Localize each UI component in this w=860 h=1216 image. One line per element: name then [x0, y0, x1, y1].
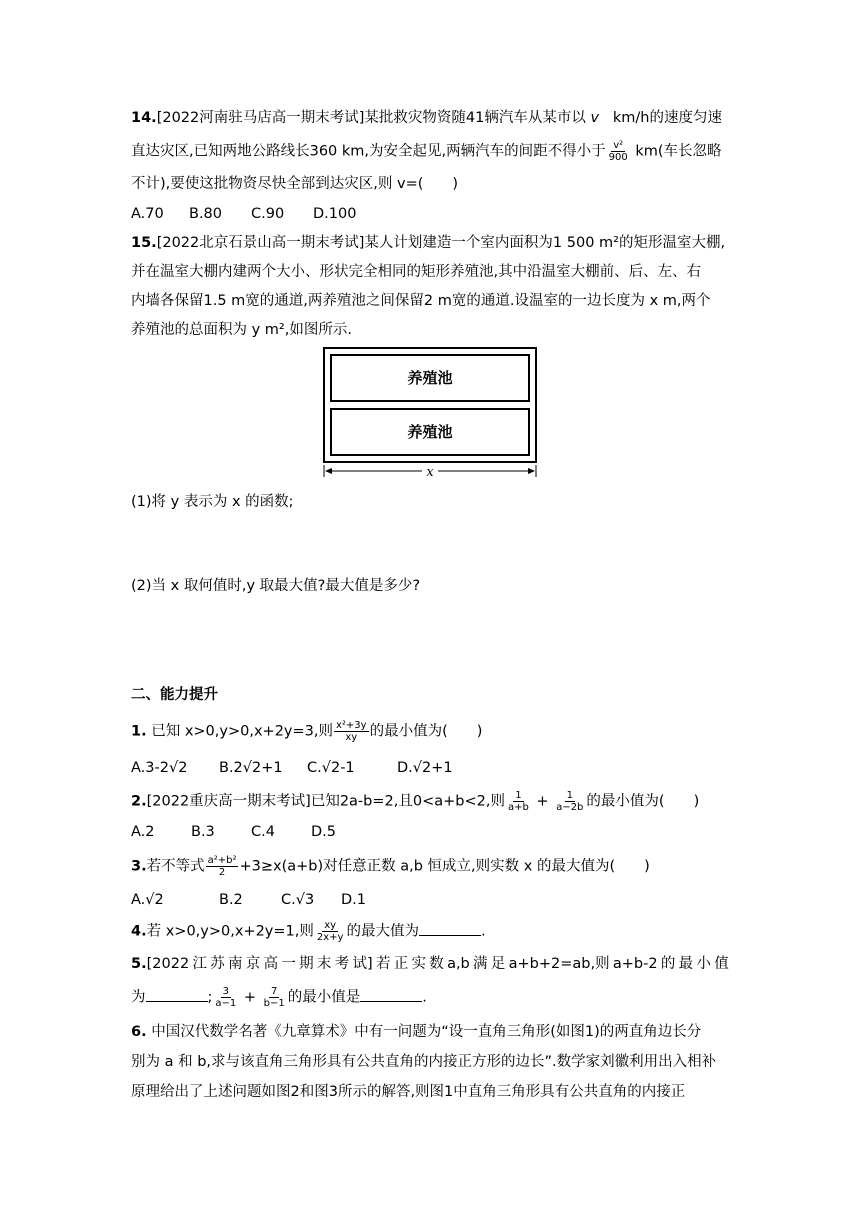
arrow-right-icon — [528, 468, 535, 474]
q14-number: 14. — [131, 110, 157, 126]
p2-number: 2. — [131, 793, 147, 810]
q14-options — [131, 204, 356, 224]
fraction: $\frac{\text{a²+b²}}{2}$ — [207, 855, 237, 878]
dimension-x-label: x — [426, 465, 434, 480]
p5-line-1: 5.[2022 江 苏 南 京 高 一 期 末 考 试] 若 正 实 数 a,b 满 足 a+b+2=ab,则 a+b-2 的 最 小 值 — [131, 956, 729, 972]
p2-line: 2.[2022重庆高一期末考试]已知2a-b=2,且0<a+b<2,则 $\frac{1}{a+b}$ + $\frac{1}{a-2b}$ 的最小值为( ) — [131, 790, 700, 813]
q15-line-4: 养殖池的总面积为 y m²,如图所示. — [131, 322, 352, 338]
fraction: $\frac{\text{v²}}{900}$ — [608, 140, 628, 163]
p3-option-a: A.√2 — [131, 892, 164, 908]
q14-option-b: B.80 — [189, 206, 223, 222]
q15-source: [2022北京石景山高一期末考试] — [156, 235, 365, 251]
p3-line: 3.若不等式 $\frac{\text{a²+b²}}{2}$ +3≥x(a+b)对任意正数 a,b 恒成立,则实数 x 的最大值为( ) — [131, 855, 650, 878]
p3-option-b: B.2 — [219, 892, 243, 908]
p4-number: 4. — [131, 923, 147, 940]
p1-line: 1. 已知 x>0,y>0,x+2y=3,则 $\frac{\text{x²+3y}}{xy}$ 的最小值为( ) — [131, 720, 483, 743]
q15-line-2: 并在温室大棚内建两个大小、形状完全相同的矩形养殖池,其中沿温室大棚前、后、左、右 — [131, 264, 702, 280]
p2-option-d: D.5 — [311, 824, 336, 840]
q15-line-1: 15.[2022北京石景山高一期末考试]某人计划建造一个室内面积为1 500 m²的矩形温室大棚, — [131, 235, 726, 251]
p5-line-2: 为 ; $\frac{3}{a-1}$ + $\frac{7}{b-1}$ 的最小值是 . — [131, 986, 427, 1009]
pool-1-label: 养殖池 — [407, 369, 453, 387]
pool-2-label: 养殖池 — [407, 423, 453, 441]
p4-line: 4.若 x>0,y>0,x+2y=1,则 $\frac{xy}{2x+y}$ 的最大值为 . — [131, 920, 486, 943]
p3-number: 3. — [131, 858, 147, 875]
fraction: $\frac{\text{x²+3y}}{xy}$ — [335, 720, 367, 743]
q14-line-1: 14.[2022河南驻马店高一期末考试]某批救灾物资随41辆汽车从某市以 v km/h的速度匀速 — [131, 110, 722, 126]
answer-blank — [360, 988, 422, 1002]
answer-blank — [146, 988, 208, 1002]
p1-option-c: C.√2-1 — [307, 760, 355, 776]
q14-line-2: 直达灾区,已知两地公路线长360 km,为安全起见,两辆汽车的间距不得小于 $\frac{\text{v²}}{900}$ km(车长忽略 — [131, 140, 722, 163]
p2-option-c: C.4 — [251, 824, 275, 840]
p1-option-d: D.√2+1 — [397, 760, 453, 776]
p1-option-a: A.3-2√2 — [131, 760, 188, 776]
fraction: $\frac{xy}{2x+y}$ — [316, 920, 344, 943]
p6-line-2: 别为 a 和 b,求与该直角三角形具有公共直角的内接正方形的边长”.数学家刘徽利用出入相补 — [131, 1054, 717, 1070]
greenhouse-figure — [322, 346, 538, 482]
p5-number: 5. — [131, 956, 147, 972]
q14-line-3: 不计),要使这批物资尽快全部到达灾区,则 v=( ) — [131, 176, 459, 192]
answer-blank — [419, 922, 481, 936]
q14-option-d: D.100 — [313, 206, 357, 222]
p2-option-b: B.3 — [191, 824, 215, 840]
fraction: $\frac{3}{a-1}$ — [215, 986, 237, 1009]
p6-line-1: 6. 中国汉代数学名著《九章算术》中有一问题为“设一直角三角形(如图1)的两直角边长分 — [131, 1024, 702, 1040]
q15-number: 15. — [131, 235, 157, 251]
p1-option-b: B.2√2+1 — [219, 760, 283, 776]
q15-line-3: 内墙各保留1.5 m宽的通道,两养殖池之间保留2 m宽的通道.设温室的一边长度为 x m,两个 — [131, 293, 711, 309]
q14-option-a: A.70 — [131, 206, 164, 222]
p2-options — [131, 822, 336, 842]
q15-sub-2: (2)当 x 取何值时,y 取最大值?最大值是多少? — [131, 578, 421, 594]
arrow-left-icon — [325, 468, 332, 474]
p3-options — [131, 890, 366, 910]
q14-option-c: C.90 — [251, 206, 285, 222]
p6-number: 6. — [131, 1024, 147, 1040]
greenhouse-outline — [324, 348, 536, 462]
q14-source: [2022河南驻马店高一期末考试] — [156, 110, 365, 126]
q15-sub-1: (1)将 y 表示为 x 的函数; — [131, 494, 294, 510]
p3-option-c: C.√3 — [281, 892, 315, 908]
p1-number: 1. — [131, 723, 147, 740]
p2-option-a: A.2 — [131, 824, 155, 840]
fraction: $\frac{7}{b-1}$ — [263, 986, 285, 1009]
fraction: $\frac{1}{a-2b}$ — [556, 790, 584, 813]
p1-options — [131, 758, 453, 778]
p3-option-d: D.1 — [341, 892, 366, 908]
section-heading: 二、能力提升 — [131, 687, 218, 703]
var-v: v — [590, 110, 600, 126]
fraction: $\frac{1}{a+b}$ — [507, 790, 529, 813]
p6-line-3: 原理给出了上述问题如图2和图3所示的解答,则图1中直角三角形具有公共直角的内接正 — [131, 1084, 686, 1100]
